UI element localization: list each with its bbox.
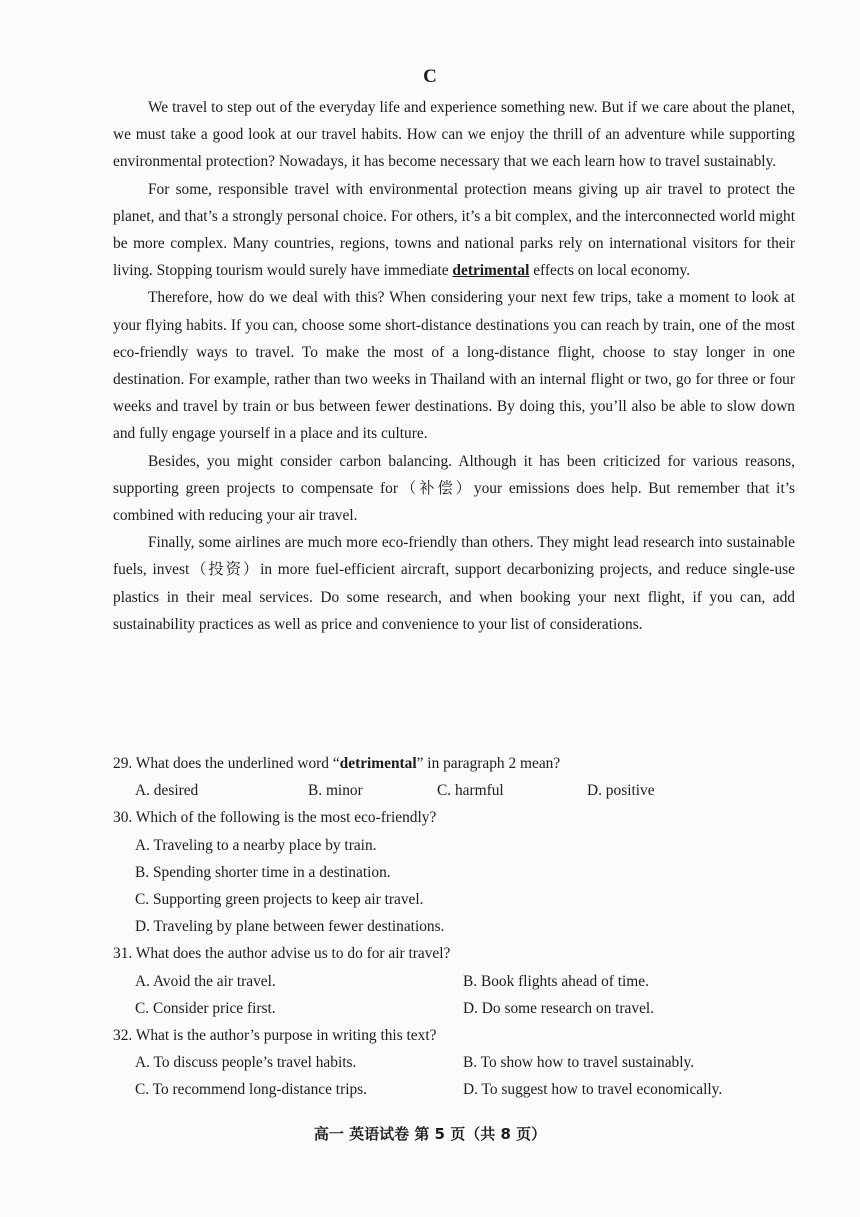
question-31-options-row-2 [113,995,803,1022]
option-a: A. Traveling to a nearby place by train. [135,836,377,854]
option-b: B. minor [308,782,363,800]
question-list [113,750,803,1104]
question-31-options-row-1 [113,968,803,995]
question-30 [113,804,803,940]
question-30-stem: 30. Which of the following is the most eco-friendly? [113,809,437,827]
option-a: A. Avoid the air travel. [135,972,276,990]
option-c: C. Consider price first. [135,999,276,1017]
option-b: B. Book flights ahead of time. [463,972,649,990]
reading-passage [113,94,795,638]
option-d: D. To suggest how to travel economically. [463,1081,723,1099]
question-31-stem: 31. What does the author advise us to do for air travel? [113,945,451,963]
paragraph-5: Finally, some airlines are much more eco-friendly than others. They might lead research into sustainable fuels, invest（投资）in more fuel-efficient aircraft, support decarbonizing projects, and reduce single-use plastics in their meal services. Do some research, and when booking your next flight, if you can, add sustainability practices as well as price and convenience to your list of considerations. [113,534,795,633]
stem-keyword: detrimental [339,755,417,772]
paragraph-2 [113,176,795,285]
option-d: D. Do some research on travel. [463,999,655,1017]
option-a: A. desired [135,782,199,800]
option-c: C. To recommend long-distance trips. [135,1081,368,1099]
paragraph-3: Therefore, how do we deal with this? When considering your next few trips, take a moment to look at your flying habits. If you can, choose some short-distance destinations you can reach by train, one of the most eco-friendly ways to travel. To make the most of a long-distance flight, choose to stay longer in one destination. For example, rather than two weeks in Thailand with an internal flight or two, go for three or four weeks and travel by train or bus between fewer destinations. By doing this, you’ll also be able to slow down and fully engage yourself in a place and its culture. [113,289,795,443]
paragraph-2-text-b: effects on local economy. [529,262,691,280]
question-32 [113,1022,803,1104]
option-c: C. Supporting green projects to keep air travel. [135,891,424,909]
stem-text-b: ” in paragraph 2 mean? [416,755,561,772]
underlined-word: detrimental [452,262,530,280]
option-b: B. Spending shorter time in a destination. [135,863,391,881]
question-31 [113,940,803,1022]
option-d: D. Traveling by plane between fewer destinations. [135,918,445,936]
option-b: B. To show how to travel sustainably. [463,1054,695,1072]
question-32-stem: 32. What is the author’s purpose in writing this text? [113,1027,437,1045]
question-32-options-row-2 [113,1076,803,1103]
paragraph-2-text-a: For some, responsible travel with environmental protection means giving up air travel to protect the planet, and that’s a strongly personal choice. For others, it’s a bit complex, and the interconnected world might be more complex. Many countries, regions, towns and national parks rely on international visitors for their living. Stopping tourism would surely have immediate [113,180,795,280]
stem-text-a: 29. What does the underlined word “ [113,755,340,772]
question-29 [113,750,803,804]
section-title: C [423,66,437,87]
option-d: D. positive [587,782,655,800]
question-32-options-row-1 [113,1049,803,1076]
question-29-options [113,777,803,804]
option-a: A. To discuss people’s travel habits. [135,1054,357,1072]
question-29-stem [113,750,803,777]
page-footer: 高一 英语试卷 第 5 页（共 8 页） [313,1125,547,1143]
paragraph-1: We travel to step out of the everyday life and experience something new. But if we care about the planet, we must take a good look at our travel habits. How can we enjoy the thrill of an adventure while supporting environmental protection? Nowadays, it has become necessary that we each learn how to travel sustainably. [113,99,795,171]
option-c: C. harmful [437,782,504,800]
paragraph-4: Besides, you might consider carbon balancing. Although it has been criticized for various reasons, supporting green projects to compensate for（补偿）your emissions does help. But remember that it’s combined with reducing your air travel. [113,452,795,525]
